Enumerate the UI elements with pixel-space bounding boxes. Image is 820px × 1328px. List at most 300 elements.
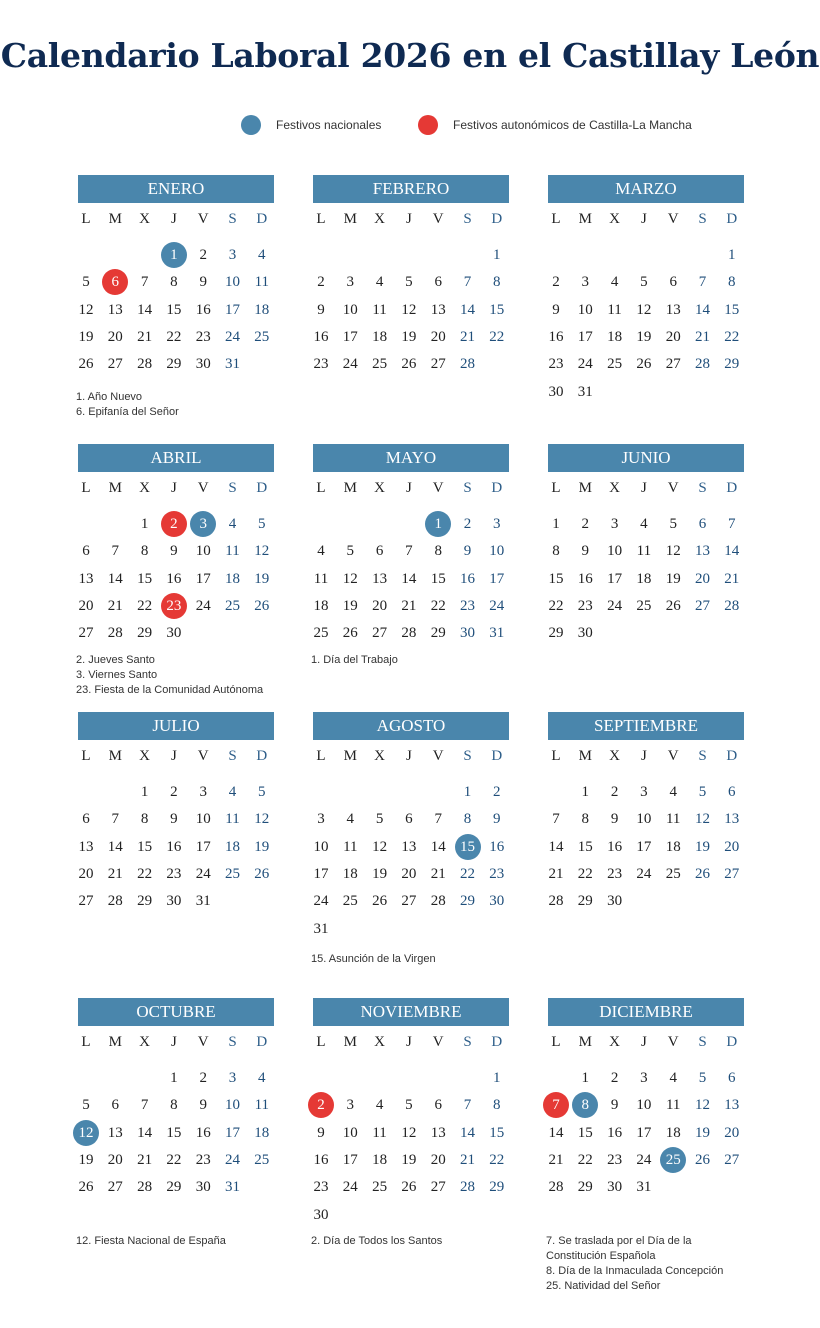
weekday-label: J [640,480,647,496]
day-cell: 1 [463,784,472,800]
day-cell: 19 [665,570,681,587]
day-cell: 18 [225,838,240,855]
day-cell: 5 [82,274,90,291]
day-cell: 13 [107,301,123,318]
month-agosto [313,712,509,937]
day-cell: 25 [225,865,240,882]
month-header: MAYO [313,444,509,472]
holiday-note: 6. Epifanía del Señor [76,406,179,418]
day-cell: 28 [401,625,417,642]
day-cell: 8 [170,1097,178,1114]
day-cell: 11 [372,1124,387,1141]
day-cell: 18 [665,1124,681,1141]
day-cell: 26 [78,356,94,373]
day-cell: 21 [107,865,123,882]
day-cell: 7 [698,274,707,291]
weekday-label: L [316,480,326,496]
day-cell: 25 [607,356,623,373]
day-cell: 6 [405,811,413,828]
day-cell: 16 [166,838,182,855]
month-header: FEBRERO [313,175,509,203]
day-cell: 14 [548,1124,564,1141]
weekday-label: V [197,480,209,496]
weekday-label: X [139,480,151,496]
holiday-notes [311,952,561,967]
day-cell: 21 [548,1151,564,1168]
day-cell: 5 [640,274,648,291]
weekday-label: X [139,748,151,764]
weekday-label: V [197,1034,209,1050]
weekday-label: S [228,211,237,227]
day-cell: 2 [493,784,501,800]
day-cell: 8 [493,1097,501,1114]
day-cell: 28 [137,356,153,373]
day-cell: 29 [166,1179,182,1196]
day-cell: 25 [372,1179,388,1196]
day-cell: 21 [430,865,446,882]
day-cell: 17 [342,1151,358,1168]
day-cell: 28 [430,893,446,910]
day-cell: 22 [489,328,505,345]
weekday-label: V [197,211,209,227]
day-cell: 27 [665,356,681,373]
weekday-label: S [463,211,472,227]
day-cell: 7 [111,543,120,560]
month-junio [548,444,744,642]
day-cell: 20 [401,865,417,882]
day-cell: 6 [434,1097,442,1114]
day-cell: 28 [460,1179,475,1196]
weekday-label: X [609,1034,621,1050]
weekday-label: M [578,1034,592,1050]
day-cell: 31 [636,1179,652,1196]
day-cell: 12 [665,543,681,560]
day-cell: 19 [78,1151,94,1168]
day-cell: 9 [199,274,207,291]
day-cell: 4 [375,274,384,291]
day-cell: 27 [372,625,388,642]
day-cell: 1 [140,516,149,532]
weekday-label: L [551,480,561,496]
day-cell: 9 [317,1124,325,1141]
day-cell: 12 [401,1124,417,1141]
day-cell: 28 [460,356,475,373]
day-cell: 23 [195,1151,211,1168]
day-cell: 12 [695,811,710,828]
day-cell: 23 [489,865,505,882]
day-cell: 17 [636,838,652,855]
day-cell: 3 [346,1097,355,1114]
day-cell: 5 [405,274,413,291]
day-cell: 7 [728,516,736,532]
day-cell: 19 [372,865,388,882]
day-cell: 28 [695,356,710,373]
day-cell: 8 [581,811,590,828]
day-cell: 3 [640,784,648,800]
day-cell: 15 [548,570,564,587]
day-cell: 26 [695,865,710,882]
day-cell: 11 [372,301,387,318]
day-cell: 3 [199,784,207,800]
day-cell: 26 [636,356,652,373]
day-cell: 13 [430,301,446,318]
weekday-label: S [698,480,707,496]
regional-holiday-legend-label: Festivos autonómicos de Castilla-La Mancha [453,118,692,132]
day-cell: 29 [548,625,564,642]
day-cell: 3 [581,274,590,291]
weekday-header-row [313,748,509,774]
weekday-label: D [256,211,268,227]
day-cell: 4 [375,1097,384,1114]
day-cell: 7 [463,274,472,291]
day-cell: 1 [581,784,590,800]
page-title: Calendario Laboral 2026 en el Castillay León [0,36,820,75]
weekday-header-row [78,211,274,237]
day-cell: 3 [640,1070,648,1086]
day-cell: 14 [430,838,446,855]
day-cell: 21 [137,1151,153,1168]
day-cell: 23 [577,597,593,614]
day-cell: 5 [698,784,707,800]
day-cell: 23 [313,356,329,373]
day-cell: 21 [460,1151,475,1168]
weekday-label: S [228,748,237,764]
day-cell: 9 [170,543,178,560]
day-cell: 17 [195,838,211,855]
day-cell: 15 [489,1124,505,1141]
day-cell: 26 [254,597,270,614]
day-cell: 22 [577,865,593,882]
day-cell: 30 [195,356,211,373]
day-cell: 13 [430,1124,446,1141]
day-cell: 5 [346,543,355,560]
day-cell: 6 [728,784,736,800]
day-cell: 16 [166,570,182,587]
day-cell: 12 [254,543,270,560]
weekday-label: V [432,1034,444,1050]
day-cell: 6 [434,274,442,291]
regional-holiday-day: 7 [543,1092,569,1118]
day-cell: 16 [489,838,505,855]
day-cell: 1 [581,1070,590,1086]
day-cell: 27 [78,893,94,910]
day-cell: 9 [463,543,472,560]
day-cell: 4 [610,274,619,291]
weekday-label: X [609,480,621,496]
month-marzo [548,175,744,400]
day-cell: 8 [170,274,178,291]
day-cell: 18 [254,1124,270,1141]
day-cell: 24 [225,1151,240,1168]
day-cell: 3 [228,1070,237,1086]
holiday-note: Constitución Española [546,1250,656,1262]
day-cell: 5 [82,1097,90,1114]
day-cell: 20 [724,1124,740,1141]
weekday-label: X [609,211,621,227]
day-cell: 10 [636,811,652,828]
day-cell: 4 [669,1070,677,1086]
day-cell: 2 [170,784,178,800]
day-cell: 27 [401,893,417,910]
weekday-label: J [405,1034,412,1050]
day-cell: 31 [313,920,329,937]
day-cell: 10 [225,1097,240,1114]
day-cell: 22 [577,1151,593,1168]
day-cell: 15 [166,301,182,318]
regional-holiday-day: 6 [102,269,128,295]
day-cell: 13 [78,570,94,587]
day-cell: 11 [665,1097,681,1114]
day-cell: 12 [401,301,417,318]
day-cell: 10 [342,301,358,318]
weekday-label: L [316,211,326,227]
day-cell: 25 [372,356,388,373]
weekday-label: M [578,480,592,496]
holiday-note: 2. Día de Todos los Santos [311,1235,443,1247]
day-cell: 22 [137,865,153,882]
day-cell: 26 [401,356,417,373]
day-cell: 19 [401,1151,417,1168]
weekday-label: S [228,1034,237,1050]
day-cell: 20 [107,328,123,345]
day-cell: 17 [607,570,623,587]
weekday-label: V [667,748,679,764]
day-cell: 24 [225,328,240,345]
day-cell: 21 [137,328,153,345]
weekday-label: V [667,480,679,496]
day-cell: 22 [724,328,740,345]
day-cell: 11 [225,811,240,828]
month-header: OCTUBRE [78,998,274,1026]
day-cell: 2 [552,274,560,291]
day-cell: 30 [166,625,182,642]
weekday-label: S [463,480,472,496]
day-cell: 23 [166,865,182,882]
day-cell: 15 [166,1124,182,1141]
day-cell: 18 [372,1151,388,1168]
day-cell: 4 [640,516,648,532]
day-cell: 14 [548,838,564,855]
day-cell: 22 [166,328,182,345]
day-cell: 14 [695,301,710,318]
day-cell: 30 [577,625,593,642]
day-cell: 6 [728,1070,736,1086]
day-cell: 22 [548,597,564,614]
day-cell: 27 [107,1179,123,1196]
holiday-note: 15. Asunción de la Virgen [311,953,436,965]
day-cell: 2 [463,516,472,532]
weekday-label: J [170,480,177,496]
weekday-label: D [726,1034,738,1050]
month-header: ABRIL [78,444,274,472]
day-cell: 29 [460,893,475,910]
day-cell: 26 [78,1179,94,1196]
day-cell: 30 [607,1179,623,1196]
month-header: AGOSTO [313,712,509,740]
day-cell: 23 [460,597,475,614]
day-cell: 21 [724,570,740,587]
day-cell: 30 [166,893,182,910]
day-cell: 28 [548,893,564,910]
weekday-label: S [228,480,237,496]
day-cell: 27 [724,865,740,882]
holiday-note: 23. Fiesta de la Comunidad Autónoma [76,684,264,696]
holiday-note: 1. Año Nuevo [76,391,143,403]
day-cell: 1 [493,247,501,263]
day-cell: 20 [372,597,388,614]
day-cell: 23 [548,356,564,373]
day-cell: 8 [140,543,149,560]
weekday-label: S [463,1034,472,1050]
day-cell: 8 [140,811,149,828]
day-cell: 3 [346,274,355,291]
holiday-notes [311,653,561,668]
weekday-label: M [108,1034,122,1050]
day-cell: 3 [493,516,501,532]
day-cell: 2 [199,247,207,263]
day-cell: 24 [195,597,211,614]
weekday-label: L [81,480,91,496]
day-cell: 24 [342,1179,358,1196]
weekday-label: D [491,1034,503,1050]
weekday-label: J [170,211,177,227]
day-cell: 10 [195,543,211,560]
day-cell: 10 [195,811,211,828]
day-cell: 4 [228,516,237,532]
day-cell: 7 [140,1097,149,1114]
day-cell: 20 [78,865,94,882]
day-cell: 10 [607,543,623,560]
day-cell: 25 [342,893,358,910]
day-cell: 29 [577,893,593,910]
day-cell: 11 [254,1097,270,1114]
day-cell: 9 [581,543,590,560]
day-cell: 4 [317,543,325,560]
weekday-label: D [256,1034,268,1050]
holiday-notes [76,1234,326,1249]
day-cell: 13 [724,811,740,828]
month-diciembre [548,998,744,1196]
day-cell: 11 [636,543,652,560]
weekday-label: X [374,1034,386,1050]
day-cell: 11 [313,570,329,587]
regional-holiday-day: 2 [161,511,187,537]
day-cell: 12 [636,301,652,318]
day-cell: 13 [665,301,681,318]
national-holiday-day: 3 [190,511,216,537]
weekday-label: X [609,748,621,764]
day-cell: 21 [401,597,417,614]
day-cell: 9 [170,811,178,828]
weekday-label: L [81,211,91,227]
day-cell: 25 [225,597,240,614]
day-cell: 7 [140,274,149,291]
day-cell: 24 [577,356,593,373]
weekday-label: L [551,1034,561,1050]
day-cell: 14 [460,301,475,318]
weekday-header-row [548,1034,744,1060]
weekday-label: J [640,211,647,227]
day-cell: 1 [552,516,560,532]
day-cell: 15 [137,570,153,587]
month-abril [78,444,274,642]
day-cell: 18 [665,838,681,855]
day-cell: 1 [493,1070,501,1086]
holiday-notes [311,1234,561,1249]
weekday-label: L [81,1034,91,1050]
day-cell: 2 [317,274,325,291]
day-cell: 5 [258,516,266,532]
day-cell: 18 [342,865,358,882]
day-cell: 8 [463,811,472,828]
day-cell: 3 [228,247,237,263]
day-cell: 18 [313,597,329,614]
weekday-label: J [405,480,412,496]
day-cell: 11 [343,838,358,855]
weekday-header-row [313,1034,509,1060]
weekday-label: J [405,211,412,227]
national-holiday-legend-dot [241,115,261,135]
day-cell: 2 [199,1070,207,1086]
weekday-header-row [78,748,274,774]
weekday-label: L [316,748,326,764]
day-cell: 12 [372,838,388,855]
weekday-label: M [108,211,122,227]
weekday-label: V [667,211,679,227]
day-cell: 24 [342,356,358,373]
day-cell: 15 [577,1124,593,1141]
day-cell: 16 [195,1124,211,1141]
weekday-label: M [578,748,592,764]
day-cell: 27 [430,356,446,373]
day-cell: 19 [636,328,652,345]
day-cell: 25 [313,625,329,642]
holiday-note: 1. Día del Trabajo [311,654,398,666]
day-cell: 29 [489,1179,505,1196]
day-cell: 16 [313,1151,329,1168]
day-cell: 11 [607,301,622,318]
weekday-label: J [640,1034,647,1050]
month-header: SEPTIEMBRE [548,712,744,740]
day-cell: 20 [107,1151,123,1168]
day-cell: 31 [489,625,505,642]
weekday-header-row [548,480,744,506]
national-holiday-day: 1 [161,242,187,268]
day-cell: 5 [698,1070,707,1086]
weekday-label: X [139,211,151,227]
weekday-label: X [139,1034,151,1050]
day-cell: 14 [401,570,417,587]
holiday-notes [546,1234,796,1294]
day-cell: 7 [463,1097,472,1114]
day-cell: 16 [313,328,329,345]
weekday-label: X [374,748,386,764]
day-cell: 5 [258,784,266,800]
day-cell: 18 [372,328,388,345]
day-cell: 16 [577,570,593,587]
day-cell: 28 [724,597,740,614]
national-holiday-day: 1 [425,511,451,537]
day-cell: 18 [225,570,240,587]
day-cell: 19 [254,570,270,587]
day-cell: 14 [107,838,123,855]
day-cell: 29 [724,356,740,373]
month-julio [78,712,274,910]
weekday-label: D [726,480,738,496]
national-holiday-day: 25 [660,1147,686,1173]
day-cell: 20 [695,570,710,587]
weekday-label: M [343,480,357,496]
